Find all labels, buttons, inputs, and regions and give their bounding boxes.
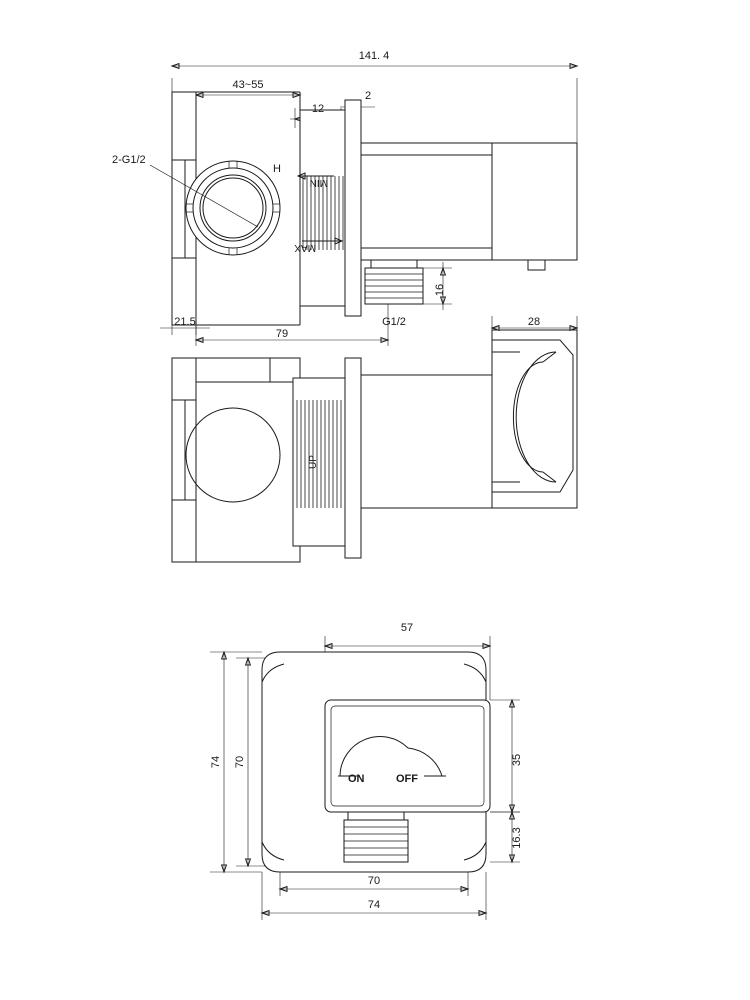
label-off: OFF <box>396 773 418 785</box>
dim-label-front-width: 57 <box>400 622 414 634</box>
dim-label-front-height-outer: 74 <box>210 755 222 769</box>
label-handle-ref: H <box>273 163 281 175</box>
dim-label-outlet-height: 16 <box>434 283 446 297</box>
valve-front-view <box>262 652 490 872</box>
dim-center-span <box>196 92 300 160</box>
dim-label-inlet-depth: 12 <box>311 103 325 115</box>
label-up: UP <box>308 455 319 469</box>
dim-label-front-height-inner: 70 <box>234 755 246 769</box>
valve-body-plan-view <box>172 330 577 562</box>
dim-label-back-offset: 21.5 <box>174 316 196 328</box>
dim-label-panel-height: 35 <box>511 753 523 767</box>
dim-label-front-width-outer: 74 <box>367 899 381 911</box>
valve-body-side-view <box>150 92 577 325</box>
dim-label-center-span: 43~55 <box>232 79 264 91</box>
label-thread-outlet: G1/2 <box>382 316 406 328</box>
dim-label-plate-thickness: 2 <box>364 90 372 102</box>
label-min: MIN <box>309 177 328 188</box>
dim-label-overall-length: 141. 4 <box>358 50 390 62</box>
label-max: MAX <box>294 242 316 253</box>
label-thread-inlet: 2-G1/2 <box>112 154 146 166</box>
dim-label-front-width-inner: 70 <box>367 875 381 887</box>
dim-label-bracket-width: 28 <box>527 316 541 328</box>
dim-label-body-length: 79 <box>275 328 289 340</box>
label-on: ON <box>348 773 365 785</box>
dim-label-outlet-drop: 16.3 <box>511 827 523 849</box>
